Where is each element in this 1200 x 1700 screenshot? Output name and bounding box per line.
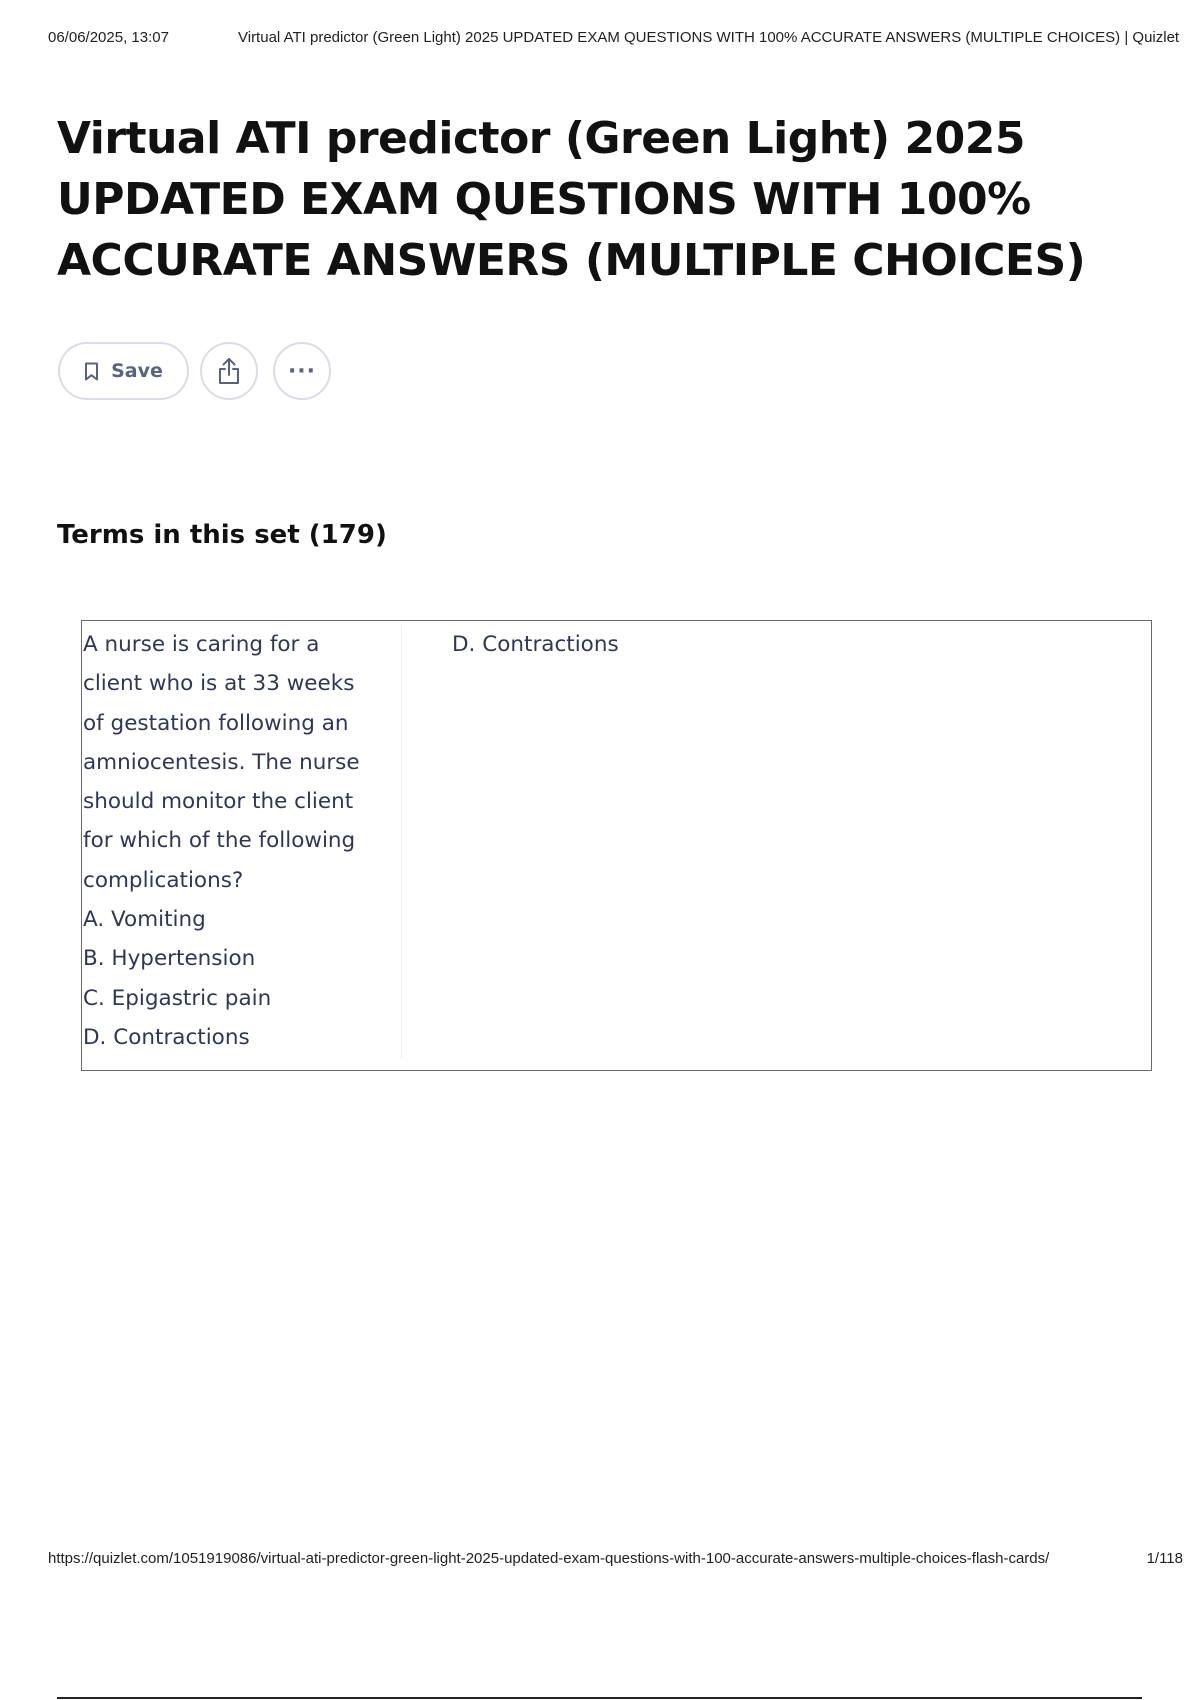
more-options-button[interactable] bbox=[273, 342, 331, 400]
print-doc-title: Virtual ATI predictor (Green Light) 2025 UPDATED EXAM QUESTIONS WITH 100% ACCURATE ANSWERS (MULTIPLE CHOICES) | Quizlet bbox=[238, 29, 1180, 46]
bottom-divider bbox=[57, 1697, 1142, 1699]
terms-heading: Terms in this set (179) bbox=[57, 520, 387, 550]
more-horizontal-icon: ··· bbox=[287, 358, 317, 384]
term-card bbox=[81, 620, 1152, 1071]
term-text: A nurse is caring for a client who is at 33 weeks of gestation following an amniocentesis. The nurse should monitor the client for which of the following complications? A. Vomiting B. Hypertension C. Epigastric pain D. Contractions bbox=[83, 632, 360, 1050]
save-button[interactable] bbox=[58, 342, 189, 400]
print-url: https://quizlet.com/1051919086/virtual-ati-predictor-green-light-2025-updated-exam-questions-with-100-accurate-answers-multiple-choices-flash-cards/ bbox=[48, 1550, 1050, 1567]
bookmark-icon bbox=[84, 362, 99, 381]
page-title: Virtual ATI predictor (Green Light) 2025 UPDATED EXAM QUESTIONS WITH 100% ACCURATE ANSWERS (MULTIPLE CHOICES) bbox=[57, 113, 1086, 286]
card-divider bbox=[401, 625, 402, 1058]
print-footer bbox=[48, 1550, 1183, 1572]
print-header bbox=[48, 29, 1178, 51]
definition-text: D. Contractions bbox=[452, 632, 619, 657]
print-datetime: 06/06/2025, 13:07 bbox=[48, 29, 169, 46]
share-icon bbox=[217, 357, 241, 385]
share-button[interactable] bbox=[200, 342, 258, 400]
save-button-label: Save bbox=[111, 360, 163, 382]
page-number: 1/118 bbox=[1146, 1550, 1183, 1567]
